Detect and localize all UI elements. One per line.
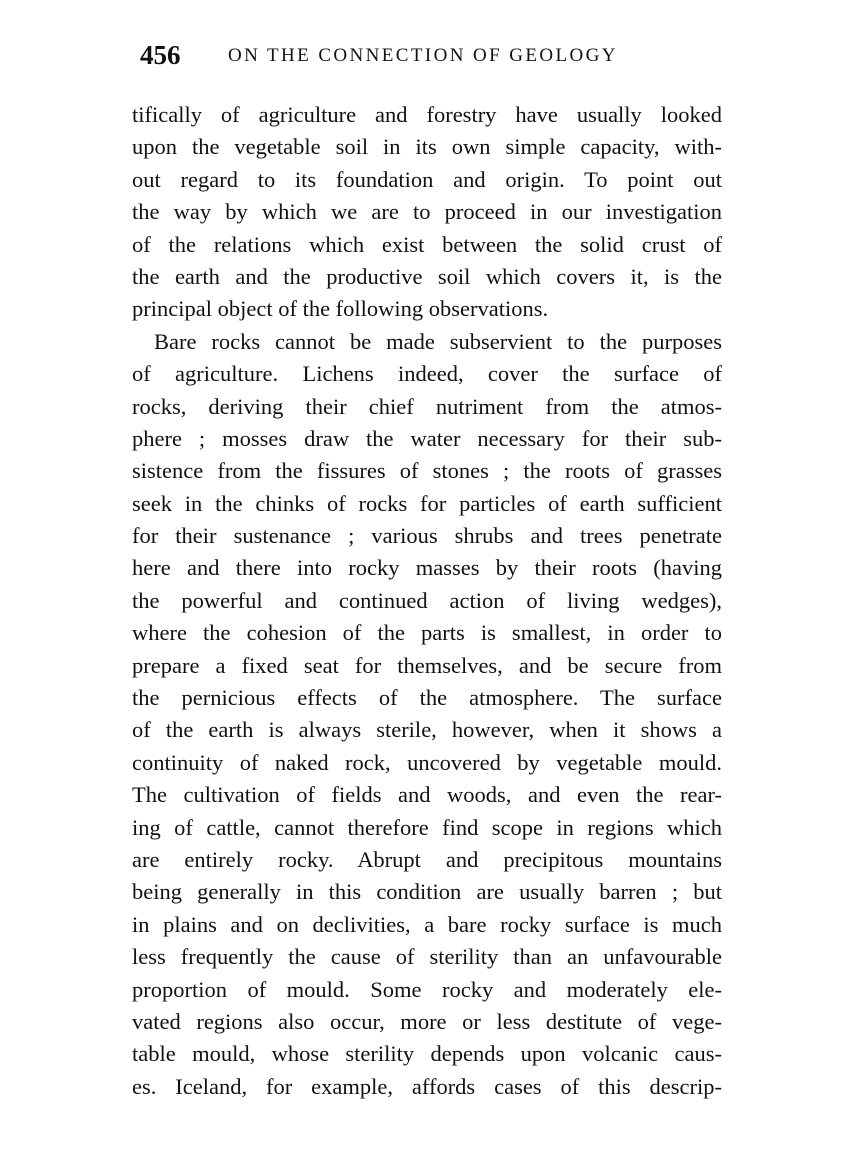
text-line: of the relations which exist between the solid crust of [132, 231, 722, 257]
text-line: seek in the chinks of rocks for particles of earth sufficient [132, 490, 722, 516]
text-line: vated regions also occur, more or less destitute of vege- [132, 1008, 722, 1034]
text-line: being generally in this condition are usually barren ; but [132, 879, 722, 905]
running-head [140, 38, 740, 72]
body-text [132, 99, 722, 1103]
text-line: in plains and on declivities, a bare rocky surface is much [132, 911, 722, 937]
text-line: phere ; mosses draw the water necessary for their sub- [132, 425, 722, 451]
text-line: tifically of agriculture and forestry have usually looked [132, 102, 722, 127]
text-line: are entirely rocky. Abrupt and precipitous mountains [132, 846, 722, 872]
text-line: the pernicious effects of the atmosphere. The surface [132, 685, 722, 711]
text-line: The cultivation of fields and woods, and even the rear- [132, 782, 722, 808]
text-line: es. Iceland, for example, affords cases of this descrip- [132, 1073, 722, 1099]
text-line: less frequently the cause of sterility than an unfavourable [132, 944, 722, 970]
text-line: of agriculture. Lichens indeed, cover the surface of [132, 361, 722, 387]
page-number: 456 [140, 40, 181, 70]
text-line: ing of cattle, cannot therefore find scope in regions which [132, 814, 722, 840]
text-line: upon the vegetable soil in its own simple capacity, with- [132, 134, 722, 160]
text-line: proportion of mould. Some rocky and moderately ele- [132, 976, 722, 1002]
text-line: table mould, whose sterility depends upon volcanic caus- [132, 1041, 722, 1067]
text-line: of the earth is always sterile, however, when it shows a [132, 717, 722, 743]
paragraph-start-line: Bare rocks cannot be made subservient to the purposes [154, 328, 722, 354]
text-line: out regard to its foundation and origin. To point out [132, 166, 722, 192]
text-line: sistence from the fissures of stones ; the roots of grasses [132, 458, 722, 484]
text-line: the earth and the productive soil which covers it, is the [132, 263, 722, 289]
text-line: prepare a fixed seat for themselves, and be secure from [132, 652, 722, 678]
text-line: here and there into rocky masses by their roots (having [132, 555, 722, 581]
text-line: for their sustenance ; various shrubs and trees penetrate [132, 523, 722, 549]
running-title: ON THE CONNECTION OF GEOLOGY [228, 45, 618, 66]
text-line: the way by which we are to proceed in our investigation [132, 199, 722, 225]
text-line: the powerful and continued action of living wedges), [132, 587, 722, 613]
text-line: continuity of naked rock, uncovered by vegetable mould. [132, 749, 722, 775]
text-line: rocks, deriving their chief nutriment from the atmos- [132, 393, 722, 419]
paragraph-end-line: principal object of the following observations. [132, 296, 549, 322]
text-line: where the cohesion of the parts is smallest, in order to [132, 620, 722, 646]
